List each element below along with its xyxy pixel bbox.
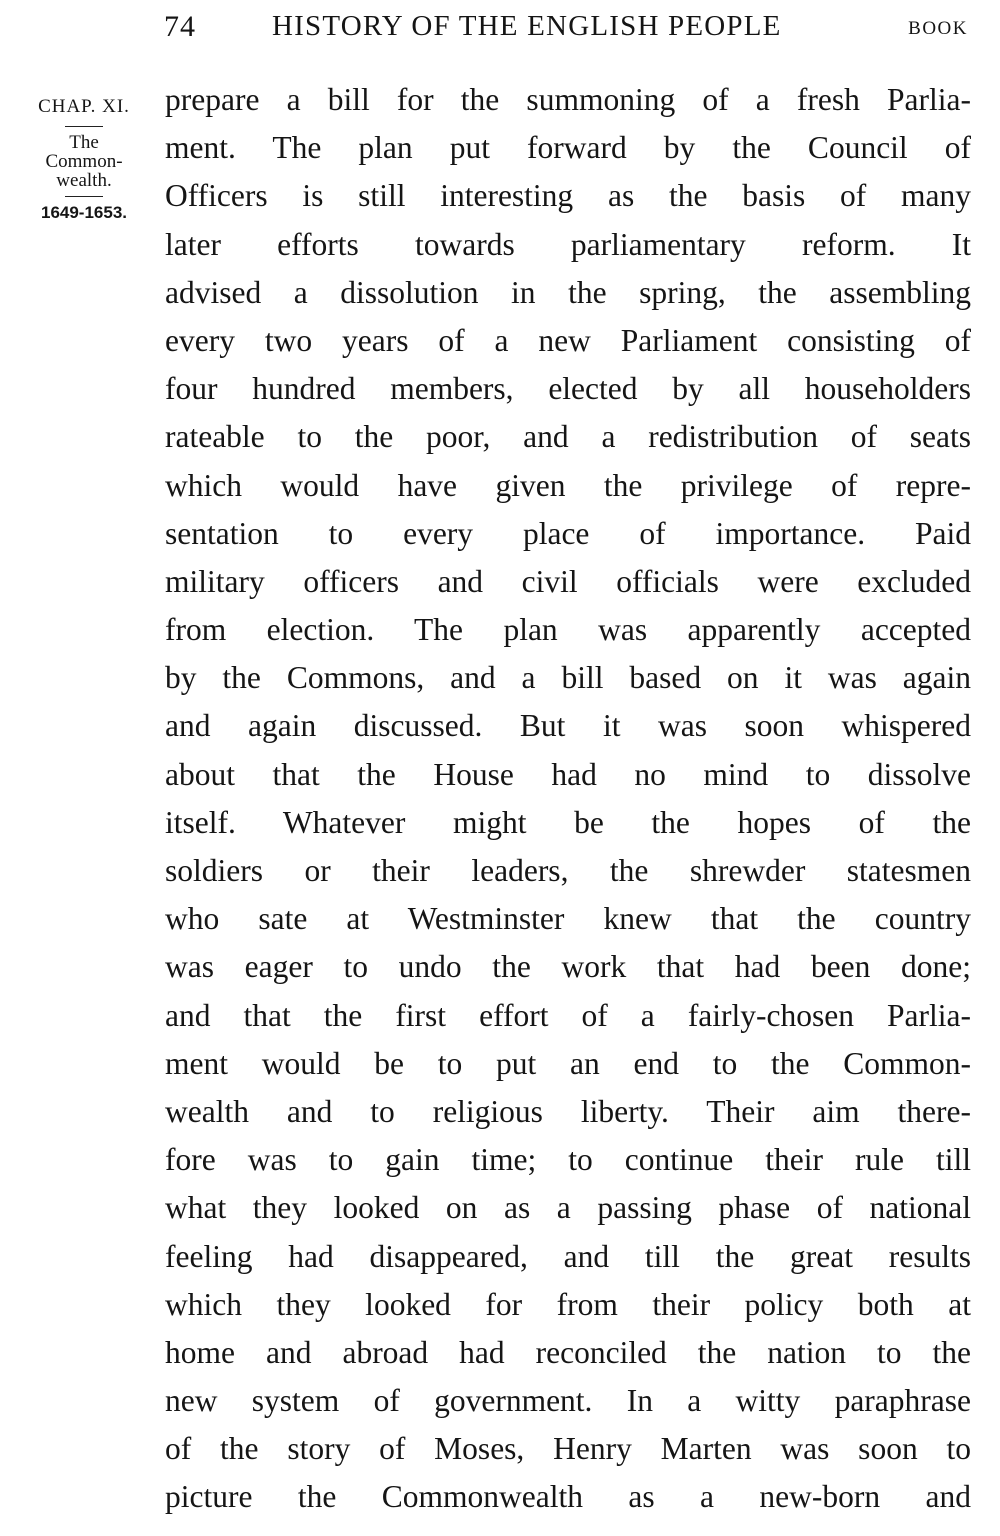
page-number: 74 [164,10,196,43]
book-label: BOOK [908,18,968,39]
text-line: by the Commons, and a bill based on it was again [165,660,971,696]
text-line: feeling had disappeared, and till the great results [165,1238,971,1274]
text-line: rateable to the poor, and a redistribution of seats [165,419,971,455]
text-line: four hundred members, elected by all householders [165,371,971,407]
text-line: ment would be to put an end to the Common- [165,1045,971,1081]
text-line: itself. Whatever might be the hopes of the [165,804,971,840]
text-line: and that the first effort of a fairly-chosen Parlia- [165,997,971,1033]
running-title: HISTORY OF THE ENGLISH PEOPLE [272,10,782,42]
divider [65,126,103,127]
text-line: which would have given the privilege of repre- [165,467,971,503]
section-label: The Common- wealth. [45,132,123,191]
text-line: ment. The plan put forward by the Council of [165,130,971,166]
text-line: from election. The plan was apparently accepted [165,612,971,648]
body-text [165,76,971,1522]
text-line: prepare a bill for the summoning of a fresh Parlia- [165,82,971,117]
text-line: home and abroad had reconciled the nation to the [165,1334,971,1370]
text-line: fore was to gain time; to continue their rule till [165,1142,971,1178]
text-line: every two years of a new Parliament consisting of [165,322,971,358]
text-line: Officers is still interesting as the basis of many [165,178,971,214]
text-line: about that the House had no mind to dissolve [165,756,971,792]
side-notes [10,92,158,223]
text-line: was eager to undo the work that had been done; [165,949,971,985]
text-line: wealth and to religious liberty. Their aim there- [165,1093,971,1129]
text-line: advised a dissolution in the spring, the assembling [165,274,971,310]
text-line: what they looked on as a passing phase of national [165,1190,971,1226]
chapter-label: CHAP. XI. [38,96,130,117]
text-line: soldiers or their leaders, the shrewder statesmen [165,853,971,888]
running-head [160,10,972,54]
text-line: new system of government. In a witty paraphrase [165,1383,971,1419]
text-line: who sate at Westminster knew that the country [165,901,971,937]
date-range: 1649-1653. [40,203,128,222]
text-line: later efforts towards parliamentary reform. It [165,226,971,262]
divider [65,196,103,197]
text-line: picture the Commonwealth as a new-born and [165,1479,971,1515]
text-line: military officers and civil officials were excluded [165,563,971,599]
text-line: and again discussed. But it was soon whispered [165,708,971,744]
text-line: sentation to every place of importance. Paid [165,515,971,551]
text-line: of the story of Moses, Henry Marten was soon to [165,1431,971,1467]
text-line: which they looked for from their policy both at [165,1286,971,1322]
